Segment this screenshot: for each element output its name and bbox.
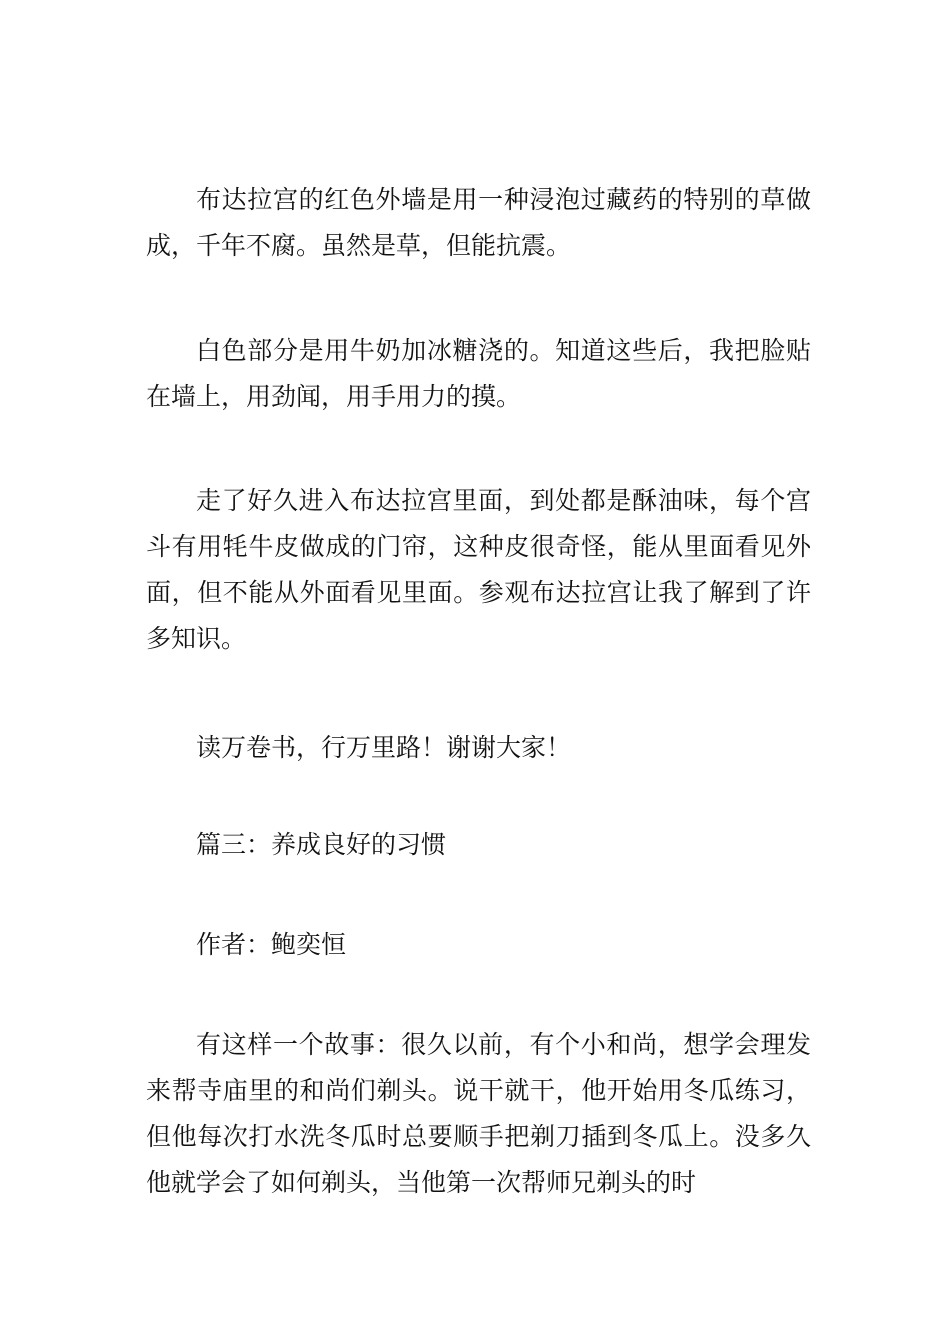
- author-line: 作者：鲍奕恒: [196, 930, 347, 959]
- paragraph-palace-walls: 布达拉宫的红色外墙是用一种浸泡过藏药的特别的草做成，千年不腐。虽然是草，但能抗震。: [146, 185, 811, 260]
- paragraph-closing: 读万卷书，行万里路！谢谢大家！: [196, 733, 572, 762]
- section-title: 篇三：养成良好的习惯: [196, 830, 447, 859]
- paragraph-white-section: 白色部分是用牛奶加冰糖浇的。知道这些后，我把脸贴在墙上，用劲闻，用手用力的摸。: [146, 336, 811, 411]
- paragraph-story: 有这样一个故事：很久以前，有个小和尚，想学会理发来帮寺庙里的和尚们剃头。说干就干，他开始用冬瓜练习，但他每次打水洗冬瓜时总要顺手把剃刀插到冬瓜上。没多久他就学会了如何剃头，当他第一次帮师兄剃头的时: [146, 1030, 811, 1197]
- paragraph-inside-palace: 走了好久进入布达拉宫里面，到处都是酥油味，每个宫斗有用牦牛皮做成的门帘，这种皮很奇怪，能从里面看见外面，但不能从外面看见里面。参观布达拉宫让我了解到了许多知识。: [146, 486, 811, 653]
